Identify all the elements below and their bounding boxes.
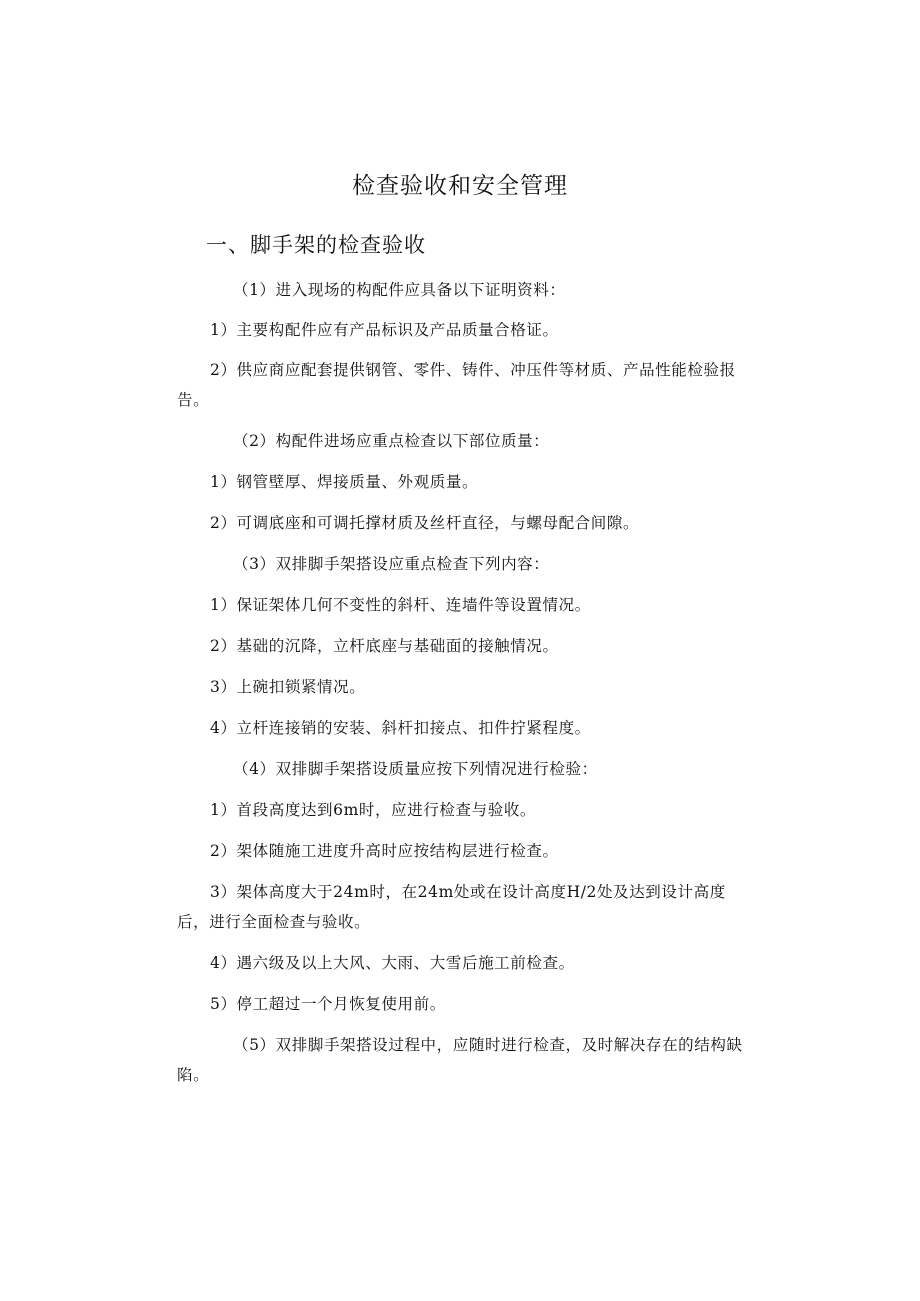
paragraph-item-4-heading: （4）双排脚手架搭设质量应按下列情况进行检验：: [233, 760, 598, 778]
paragraph: 1）主要构配件应有产品标识及产品质量合格证。: [210, 321, 559, 339]
paragraph: 3）上碗扣锁紧情况。: [210, 678, 366, 696]
paragraph-item-1-heading: （1）进入现场的构配件应具备以下证明资料：: [233, 281, 566, 299]
paragraph: 4）立杆连接销的安装、斜杆扣接点、扣件拧紧程度。: [210, 719, 591, 737]
paragraph: 1）首段高度达到6m时，应进行检查与验收。: [210, 801, 537, 819]
paragraph: 1）保证架体几何不变性的斜杆、连墙件等设置情况。: [210, 596, 591, 614]
paragraph: 2）可调底座和可调托撑材质及丝杆直径，与螺母配合间隙。: [210, 514, 640, 532]
paragraph: 5）停工超过一个月恢复使用前。: [210, 995, 446, 1013]
paragraph: 2）架体随施工进度升高时应按结构层进行检查。: [210, 842, 559, 860]
paragraph-item-3-heading: （3）双排脚手架搭设应重点检查下列内容：: [233, 555, 550, 573]
paragraph: 3）架体高度大于24m时，在24m处或在设计高度H/2处及达到设计高度后，进行全面检查与验收。: [177, 883, 726, 931]
paragraph-item-5-heading: （5）双排脚手架搭设过程中，应随时进行检查，及时解决存在的结构缺陷。: [177, 1036, 743, 1084]
document-title: 检查验收和安全管理: [352, 173, 568, 199]
section-heading: 一、脚手架的检查验收: [206, 233, 426, 257]
paragraph: 4）遇六级及以上大风、大雨、大雪后施工前检查。: [210, 954, 575, 972]
paragraph: 1）钢管壁厚、焊接质量、外观质量。: [210, 473, 479, 491]
paragraph: 2）供应商应配套提供钢管、零件、铸件、冲压件等材质、产品性能检验报告。: [177, 361, 736, 409]
paragraph-item-2-heading: （2）构配件进场应重点检查以下部位质量：: [233, 432, 550, 450]
paragraph: 2）基础的沉降，立杆底座与基础面的接触情况。: [210, 637, 559, 655]
